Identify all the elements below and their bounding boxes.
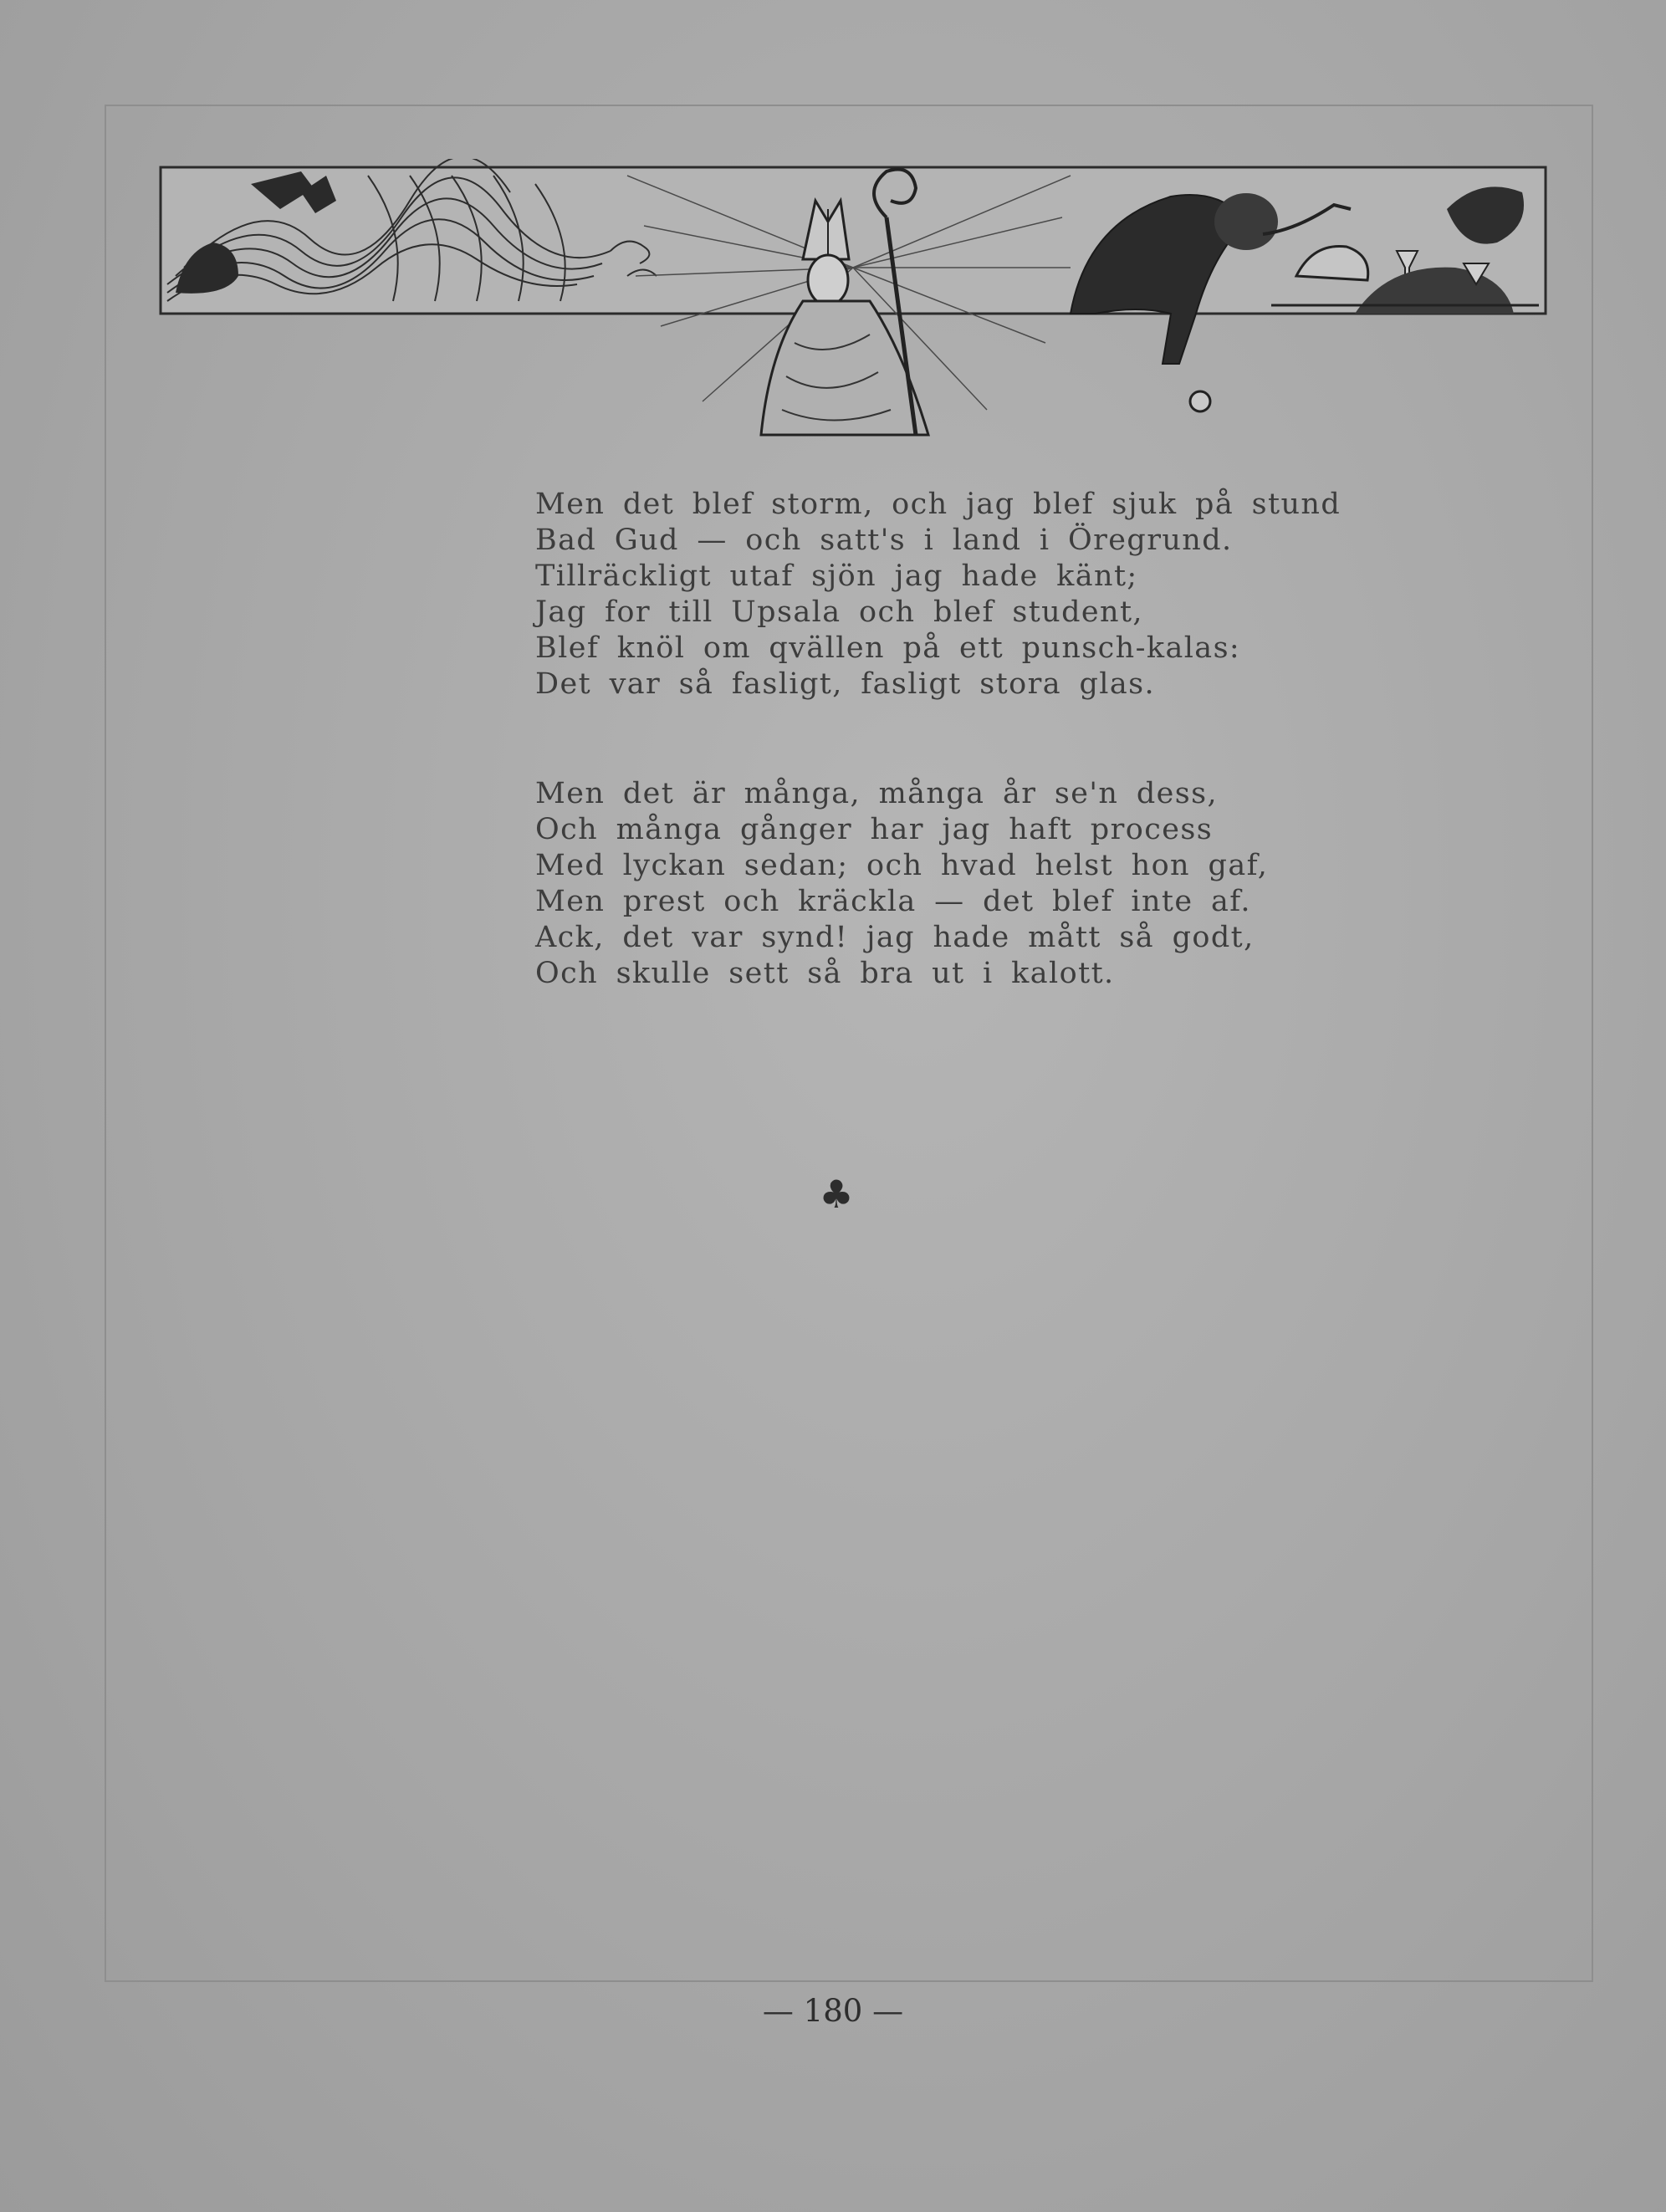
verse-line: Det var så fasligt, fasligt stora glas. bbox=[535, 667, 1156, 701]
verse-line: Och många gånger har jag haft process bbox=[535, 813, 1214, 846]
header-illustration bbox=[159, 159, 1547, 443]
verse-line: Ack, det var synd! jag hade mått så godt, bbox=[535, 921, 1255, 954]
stanza-2 bbox=[535, 776, 1268, 992]
page-number: — 180 — bbox=[762, 1993, 904, 2029]
verse-line: Men det är många, många år se'n dess, bbox=[535, 777, 1219, 810]
verse-line: Och skulle sett så bra ut i kalott. bbox=[535, 957, 1115, 990]
verse-line: Men det blef storm, och jag blef sjuk på stund bbox=[535, 488, 1341, 521]
club-ornament-icon: ♣ bbox=[819, 1172, 854, 1217]
verse-line: Bad Gud — och satt's i land i Öregrund. bbox=[535, 524, 1233, 557]
verse-line: Blef knöl om qvällen på ett punsch-kalas: bbox=[535, 631, 1241, 665]
verse-line: Men prest och kräckla — det blef inte af. bbox=[535, 885, 1251, 918]
verse-line: Tillräckligt utaf sjön jag hade känt; bbox=[535, 559, 1138, 593]
verse-line: Med lyckan sedan; och hvad helst hon gaf, bbox=[535, 849, 1269, 882]
verse-line: Jag for till Upsala och blef student, bbox=[535, 595, 1143, 629]
stanza-1 bbox=[535, 487, 1341, 702]
